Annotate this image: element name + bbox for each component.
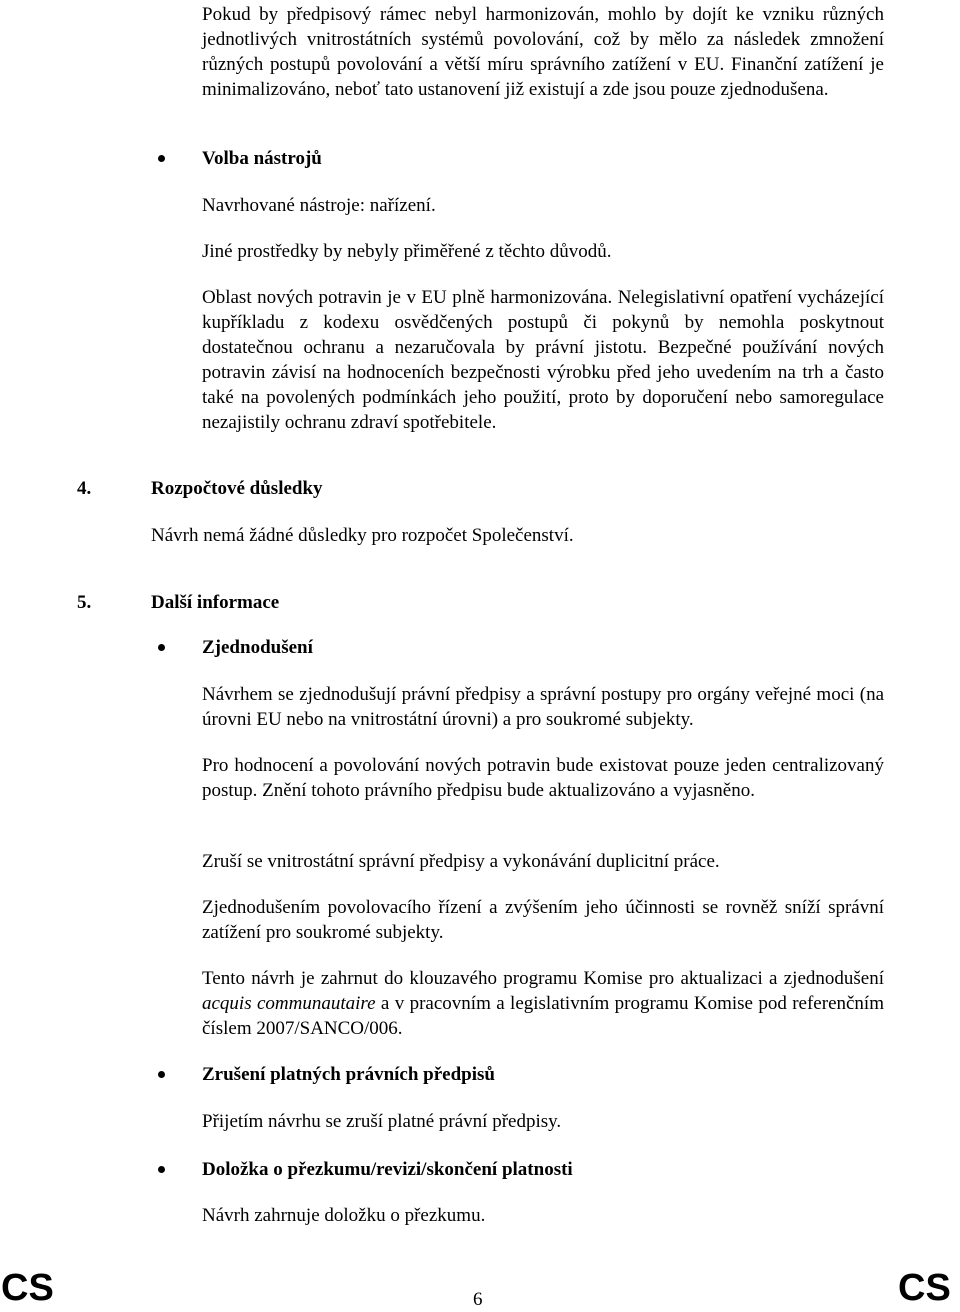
volba-paragraph: Oblast nových potravin je v EU plně harmonizována. Nelegislativní opatření vycházející kupříkladu z kodexu osvědčených postupů či pokynů by nemohla poskytnout dostatečnou ochranu a nezaručovala by právní jistotu. Bezpečné používání nových potravin závisí na hodnoceních bezpečnosti výrobku před jeho uvedením na trh a často také na povolených podmínkách jeho použití, proto by doporučení nebo samoregulace nezajistily ochranu zdraví spotřebitele. [202, 287, 884, 433]
section-5-title: Další informace [151, 592, 280, 613]
section-4-text: Návrh nemá žádné důsledky pro rozpočet Společenství. [151, 525, 574, 546]
volba-heading: Volba nástrojů [202, 148, 322, 169]
zjednoduseni-paragraph-1: Návrhem se zjednodušují právní předpisy a správní postupy pro orgány veřejné moci (na úrovni EU nebo na vnitrostátní úrovni) a pro soukromé subjekty. [202, 684, 884, 730]
zruseni-heading: Zrušení platných právních předpisů [202, 1064, 495, 1085]
volba-line-1: Navrhované nástroje: nařízení. [202, 195, 436, 216]
p5-text-before: Tento návrh je zahrnut do klouzavého programu Komise pro aktualizaci a zjednodušení [202, 968, 884, 989]
footer-language-code-right: CS [898, 1267, 951, 1309]
bullet-icon [158, 1071, 165, 1078]
section-4-title: Rozpočtové důsledky [151, 478, 323, 499]
bullet-icon [158, 155, 165, 162]
page-number: 6 [473, 1289, 483, 1310]
zjednoduseni-paragraph-3: Zruší se vnitrostátní správní předpisy a vykonávání duplicitní práce. [202, 851, 720, 872]
zjednoduseni-paragraph-2: Pro hodnocení a povolování nových potravin bude existovat pouze jeden centralizovaný postup. Znění tohoto právního předpisu bude aktualizováno a vyjasněno. [202, 755, 884, 801]
p5-text-after: a v pracovním a legislativním programu Komise pod referenčním číslem 2007/SANCO/006. [202, 993, 884, 1039]
section-4-number: 4. [77, 478, 92, 499]
zruseni-text: Přijetím návrhu se zruší platné právní předpisy. [202, 1111, 562, 1132]
zjednoduseni-paragraph-4: Zjednodušením povolovacího řízení a zvýšením jeho účinnosti se rovněž sníží správní zatížení pro soukromé subjekty. [202, 897, 884, 943]
intro-paragraph: Pokud by předpisový rámec nebyl harmonizován, mohlo by dojít ke vzniku různých jednotlivých vnitrostátních systémů povolování, což by mělo za následek zmnožení různých postupů povolování a větší míru správního zatížení v EU. Finanční zatížení je minimalizováno, neboť tato ustanovení již existují a zde jsou pouze zjednodušena. [202, 4, 884, 100]
section-5-number: 5. [77, 592, 92, 613]
footer-language-code-left: CS [1, 1267, 54, 1309]
dolozka-text: Návrh zahrnuje doložku o přezkumu. [202, 1205, 486, 1226]
dolozka-heading: Doložka o přezkumu/revizi/skončení platnosti [202, 1159, 573, 1180]
bullet-icon [158, 1166, 165, 1173]
zjednoduseni-heading: Zjednodušení [202, 637, 313, 658]
zjednoduseni-paragraph-5 [202, 966, 884, 1041]
bullet-icon [158, 644, 165, 651]
volba-line-2: Jiné prostředky by nebyly přiměřené z těchto důvodů. [202, 241, 612, 262]
p5-italic-term: acquis communautaire [202, 993, 376, 1014]
